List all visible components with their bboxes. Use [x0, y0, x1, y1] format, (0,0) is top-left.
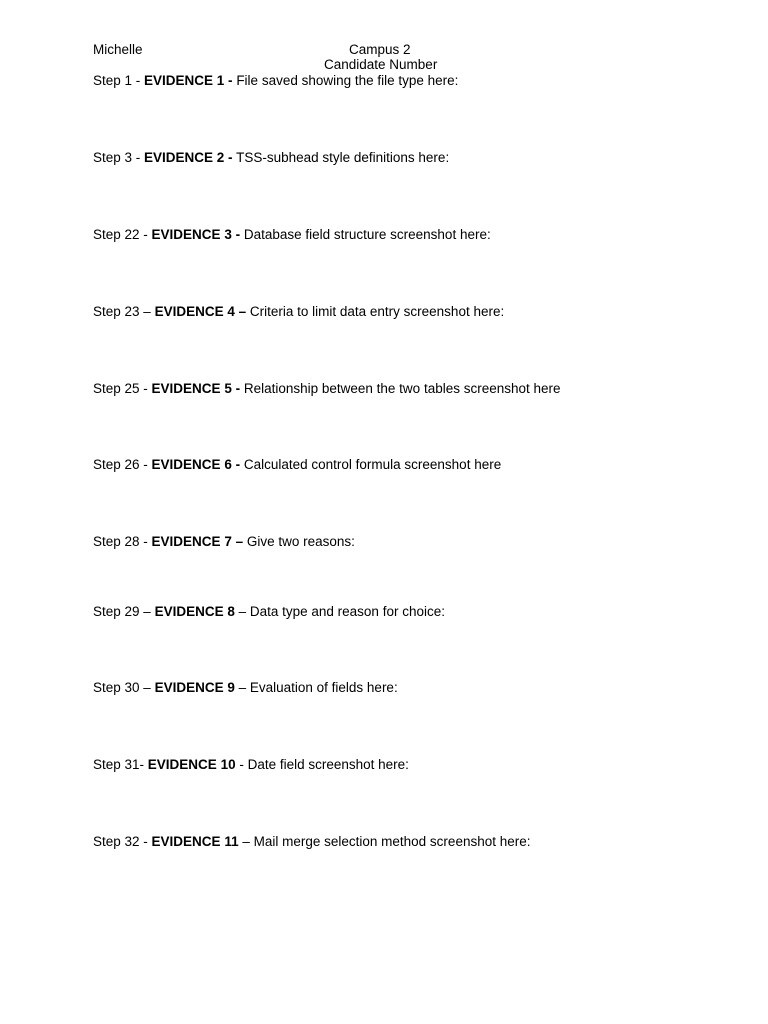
evidence-label: EVIDENCE 9 [154, 680, 235, 695]
step-prefix: Step 22 - [93, 227, 152, 242]
step-text: - Date field screenshot here: [235, 757, 409, 772]
step-prefix: Step 29 – [93, 604, 155, 619]
step-prefix: Step 3 - [93, 150, 145, 165]
step-line [93, 534, 355, 550]
evidence-label: EVIDENCE 5 - [151, 381, 241, 396]
step-line [93, 834, 531, 850]
step-text: Relationship between the two tables screenshot here [240, 381, 561, 396]
step-text: Give two reasons: [243, 534, 355, 549]
step-text: Criteria to limit data entry screenshot here: [246, 304, 505, 319]
evidence-label: EVIDENCE 3 - [151, 227, 241, 242]
step-line [93, 304, 504, 320]
step-text: – Evaluation of fields here: [234, 680, 398, 695]
step-line [93, 150, 449, 166]
step-line [93, 757, 409, 773]
step-line [93, 381, 561, 397]
header-candidate-number: Candidate Number [324, 57, 438, 72]
step-text: Database field structure screenshot here: [240, 227, 491, 242]
step-prefix: Step 30 – [93, 680, 155, 695]
header-name: Michelle [93, 42, 143, 57]
step-text: File saved showing the file type here: [232, 73, 459, 88]
step-prefix: Step 25 - [93, 381, 152, 396]
step-prefix: Step 23 – [93, 304, 155, 319]
step-text: Calculated control formula screenshot here [240, 457, 502, 472]
step-line [93, 680, 398, 696]
step-line [93, 604, 445, 620]
step-text: – Data type and reason for choice: [234, 604, 445, 619]
step-text: – Mail merge selection method screenshot here: [238, 834, 531, 849]
step-line [93, 227, 491, 243]
step-text: TSS-subhead style definitions here: [232, 150, 450, 165]
evidence-label: EVIDENCE 6 - [151, 457, 241, 472]
evidence-label: EVIDENCE 1 - [144, 73, 233, 88]
header-campus: Campus 2 [349, 42, 411, 57]
step-prefix: Step 26 - [93, 457, 152, 472]
step-prefix: Step 31- [93, 757, 148, 772]
evidence-label: EVIDENCE 11 [151, 834, 239, 849]
step-line [93, 73, 458, 89]
step-prefix: Step 1 - [93, 73, 145, 88]
evidence-label: EVIDENCE 8 [154, 604, 235, 619]
evidence-label: EVIDENCE 4 – [154, 304, 247, 319]
evidence-label: EVIDENCE 10 [147, 757, 236, 772]
step-prefix: Step 32 - [93, 834, 152, 849]
evidence-label: EVIDENCE 7 – [151, 534, 244, 549]
evidence-label: EVIDENCE 2 - [144, 150, 233, 165]
step-line [93, 457, 501, 473]
step-prefix: Step 28 - [93, 534, 152, 549]
